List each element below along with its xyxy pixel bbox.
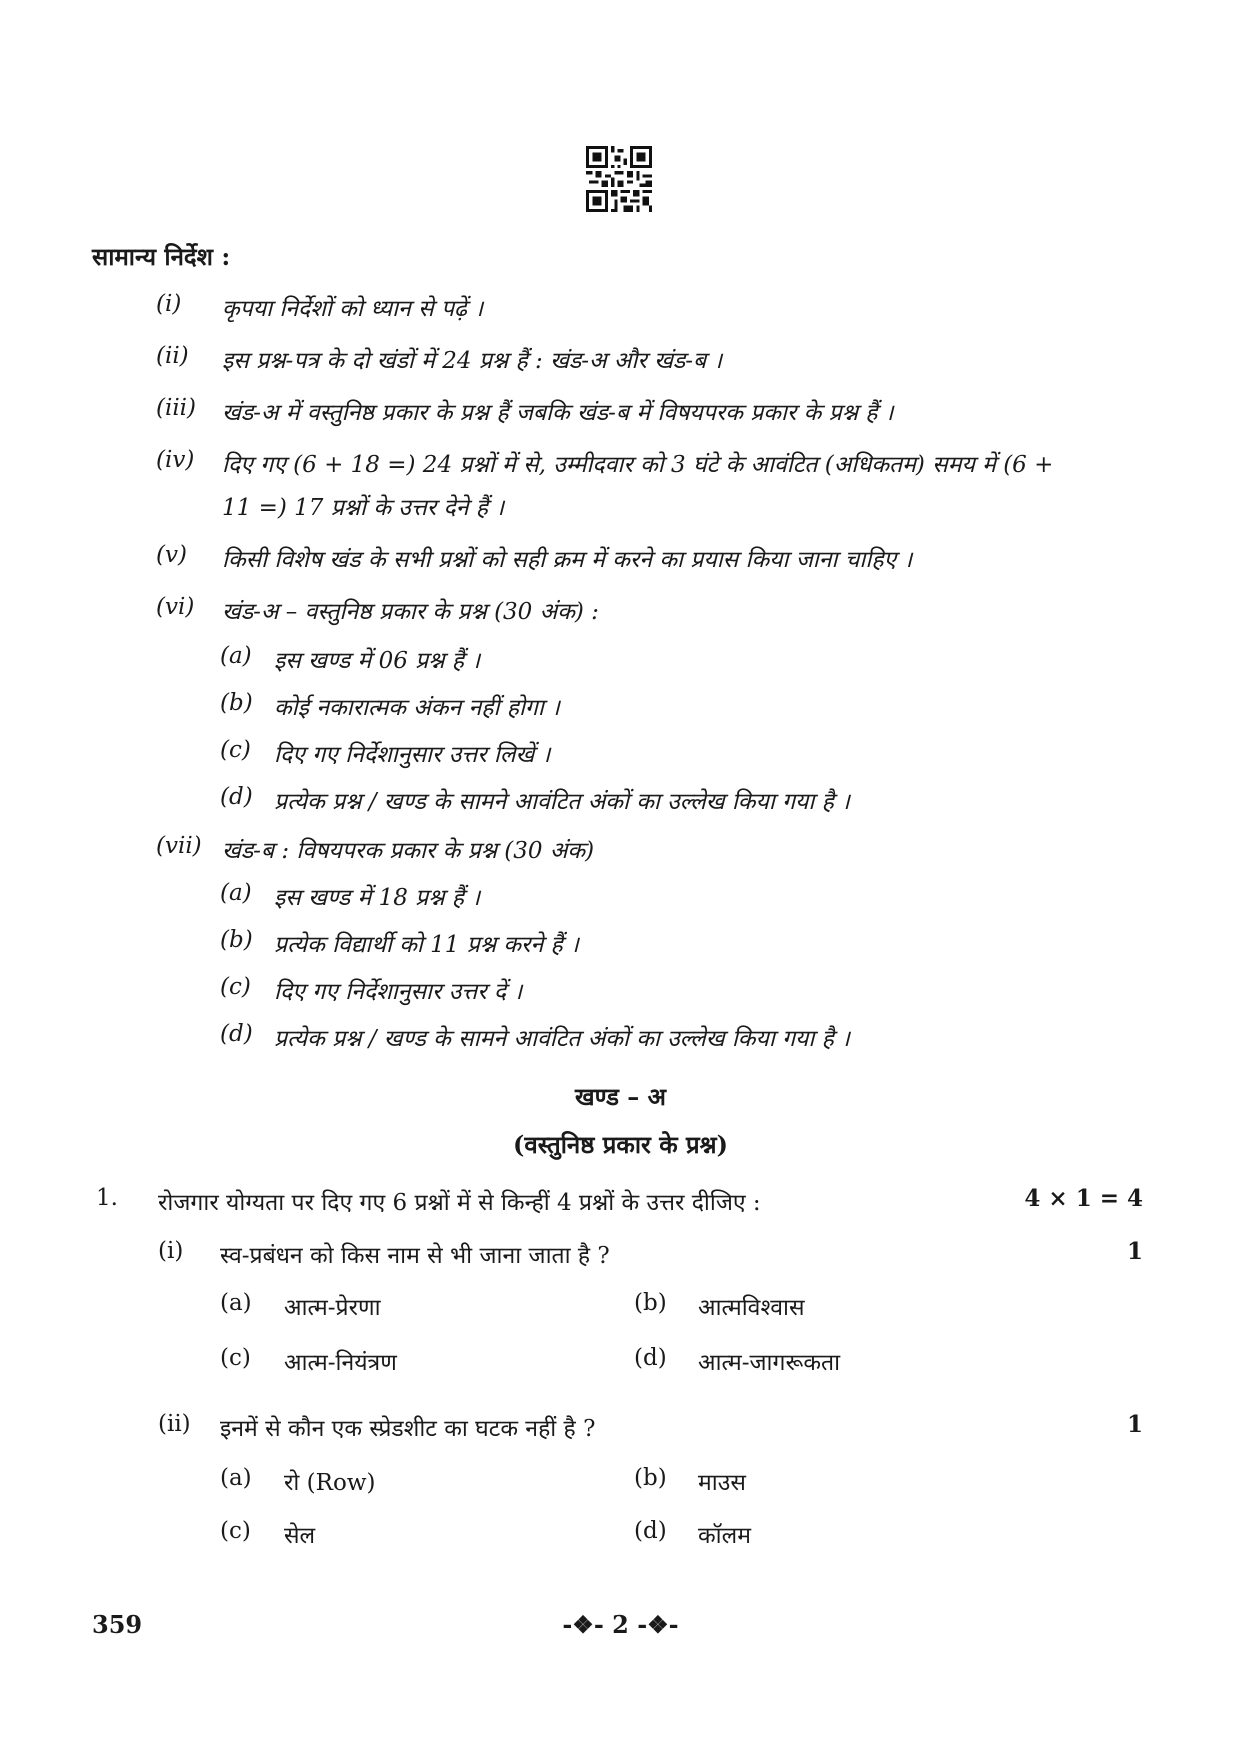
paper-code: 359	[92, 1610, 143, 1639]
option-label: (c)	[220, 1518, 251, 1544]
sub-instruction-text: दिए गए निर्देशानुसार उत्तर लिखें ।	[274, 742, 551, 768]
instruction-num: (vi)	[156, 594, 195, 620]
sub-instruction-num: (b)	[220, 927, 253, 953]
sub-instruction-text: कोई नकारात्मक अंकन नहीं होगा ।	[274, 695, 560, 721]
general-instructions-title: सामान्य निर्देश :	[92, 242, 231, 271]
sub-instruction-num: (a)	[220, 643, 252, 669]
question-marks: 4 × 1 = 4	[1024, 1185, 1143, 1212]
part-text: स्व-प्रबंधन को किस नाम से भी जाना जाता है ?	[220, 1243, 610, 1269]
part-text: इनमें से कौन एक स्प्रेडशीट का घटक नहीं है ?	[220, 1416, 596, 1442]
instruction-text: दिए गए (6 + 18 =) 24 प्रश्नों में से, उम्मीदवार को 3 घंटे के आवंटित (अधिकतम) समय में (6 +	[222, 452, 1054, 478]
option-text: आत्म-जागरूकता	[698, 1350, 841, 1376]
option-label: (b)	[634, 1465, 667, 1491]
section-title: खण्ड – अ	[575, 1082, 666, 1111]
sub-instruction-num: (b)	[220, 690, 253, 716]
instruction-num: (ii)	[156, 343, 189, 369]
sub-instruction-text: प्रत्येक प्रश्न / खण्ड के सामने आवंटित अंकों का उल्लेख किया गया है ।	[274, 789, 850, 815]
option-text: आत्म-प्रेरणा	[284, 1295, 381, 1321]
instruction-num: (iv)	[156, 447, 195, 473]
sub-instruction-num: (d)	[220, 784, 253, 810]
sub-instruction-text: दिए गए निर्देशानुसार उत्तर दें ।	[274, 979, 523, 1005]
option-text: आत्मविश्वास	[698, 1295, 805, 1321]
option-text: रो (Row)	[284, 1470, 376, 1496]
instruction-num: (vii)	[156, 833, 202, 859]
sub-instruction-num: (c)	[220, 737, 251, 763]
instruction-text: किसी विशेष खंड के सभी प्रश्नों को सही क्रम में करने का प्रयास किया जाना चाहिए ।	[222, 547, 913, 573]
option-text: सेल	[284, 1523, 316, 1549]
instruction-num: (v)	[156, 542, 187, 568]
sub-instruction-num: (a)	[220, 880, 252, 906]
option-label: (c)	[220, 1345, 251, 1371]
qr-code-icon	[586, 146, 652, 212]
part-marks: 1	[1126, 1411, 1143, 1438]
instruction-num: (iii)	[156, 395, 197, 421]
question-number: 1.	[96, 1185, 118, 1211]
option-text: माउस	[698, 1470, 746, 1496]
instruction-text-continued: 11 =) 17 प्रश्नों के उत्तर देने हैं ।	[222, 495, 505, 521]
sub-instruction-num: (d)	[220, 1021, 253, 1047]
part-number: (i)	[158, 1238, 184, 1264]
sub-instruction-num: (c)	[220, 974, 251, 1000]
page-number: -❖- 2 -❖-	[562, 1610, 679, 1639]
instruction-text: खंड-अ – वस्तुनिष्ठ प्रकार के प्रश्न (30 अंक) :	[222, 599, 599, 625]
instruction-text: खंड-ब : विषयपरक प्रकार के प्रश्न (30 अंक)	[222, 838, 595, 864]
option-text: कॉलम	[698, 1523, 751, 1549]
part-number: (ii)	[158, 1411, 191, 1437]
question-text: रोजगार योग्यता पर दिए गए 6 प्रश्नों में से किन्हीं 4 प्रश्नों के उत्तर दीजिए :	[158, 1190, 761, 1216]
sub-instruction-text: प्रत्येक विद्यार्थी को 11 प्रश्न करने हैं ।	[274, 932, 579, 958]
option-label: (a)	[220, 1290, 252, 1316]
instruction-text: खंड-अ में वस्तुनिष्ठ प्रकार के प्रश्न हैं जबकि खंड-ब में विषयपरक प्रकार के प्रश्न हैं ।	[222, 400, 894, 426]
instruction-num: (i)	[156, 291, 182, 317]
instruction-text: इस प्रश्न-पत्र के दो खंडों में 24 प्रश्न हैं : खंड-अ और खंड-ब ।	[222, 348, 723, 374]
option-text: आत्म-नियंत्रण	[284, 1350, 397, 1376]
part-marks: 1	[1126, 1238, 1143, 1265]
option-label: (b)	[634, 1290, 667, 1316]
option-label: (d)	[634, 1518, 667, 1544]
sub-instruction-text: प्रत्येक प्रश्न / खण्ड के सामने आवंटित अंकों का उल्लेख किया गया है ।	[274, 1026, 850, 1052]
sub-instruction-text: इस खण्ड में 06 प्रश्न हैं ।	[274, 648, 481, 674]
option-label: (d)	[634, 1345, 667, 1371]
section-subtitle: (वस्तुनिष्ठ प्रकार के प्रश्न)	[513, 1130, 728, 1159]
sub-instruction-text: इस खण्ड में 18 प्रश्न हैं ।	[274, 885, 481, 911]
instruction-text: कृपया निर्देशों को ध्यान से पढ़ें ।	[222, 296, 484, 322]
option-label: (a)	[220, 1465, 252, 1491]
